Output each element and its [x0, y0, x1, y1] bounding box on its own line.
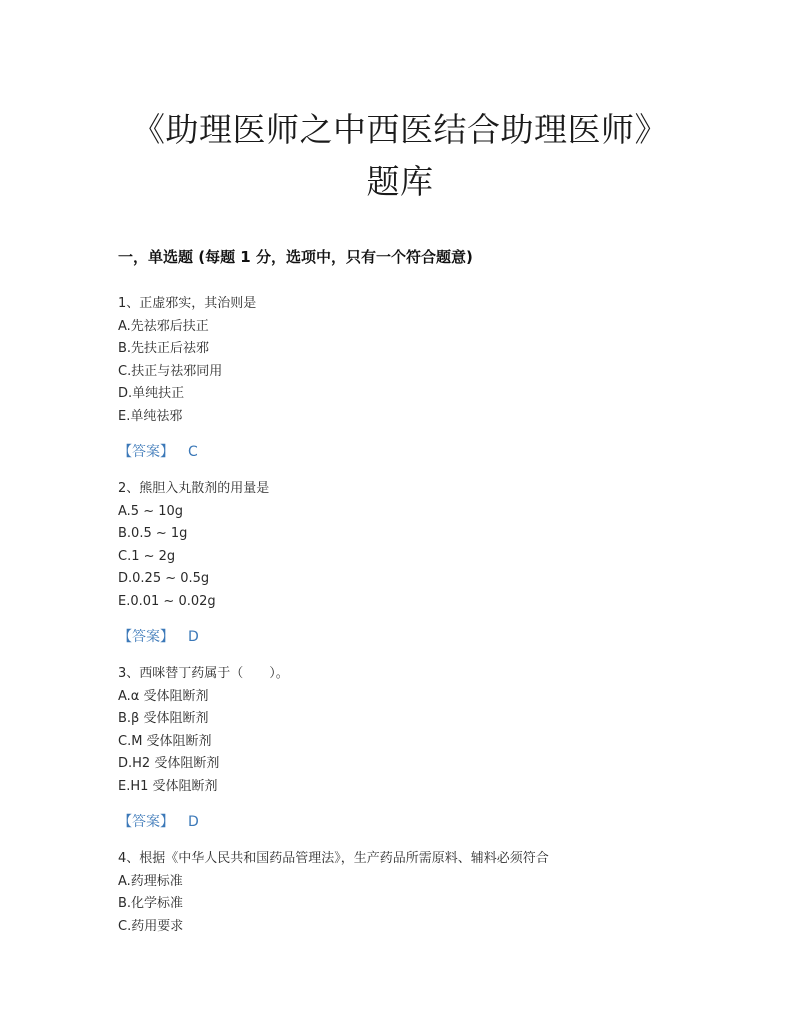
question-2	[118, 478, 718, 647]
answer-row	[118, 627, 718, 647]
answer-label: 【答案】	[118, 444, 174, 460]
option-b: B.β 受体阻断剂	[118, 711, 209, 726]
answer-label: 【答案】	[118, 814, 174, 830]
option-d: D.单纯扶正	[118, 386, 185, 401]
question-stem: 3、西咪替丁药属于（ ）。	[118, 666, 289, 681]
question-4	[118, 848, 718, 938]
question-stem: 4、根据《中华人民共和国药品管理法》，生产药品所需原料、辅料必须符合	[118, 851, 549, 866]
answer-value: C	[188, 444, 198, 460]
question-3	[118, 663, 718, 832]
option-c: C.药用要求	[118, 918, 184, 934]
answer-label: 【答案】	[118, 629, 174, 645]
section-heading: 一，单选题 (每题 1 分，选项中，只有一个符合题意)	[118, 248, 473, 266]
document-subtitle: 题库	[366, 162, 434, 201]
option-a: A.药理标准	[118, 873, 183, 889]
answer-row	[118, 812, 718, 832]
option-b: B.先扶正后祛邪	[118, 341, 210, 356]
question-1	[118, 293, 718, 462]
option-a: A.先祛邪后扶正	[118, 318, 209, 334]
document-title: 《助理医师之中西医结合助理医师》	[132, 110, 668, 149]
option-c: C.1 ~ 2g	[118, 548, 176, 564]
question-stem: 2、熊胆入丸散剂的用量是	[118, 481, 270, 496]
option-c: C.扶正与祛邪同用	[118, 363, 223, 379]
answer-value: D	[188, 814, 199, 830]
option-a: A.5 ~ 10g	[118, 503, 184, 519]
option-e: E.单纯祛邪	[118, 408, 183, 424]
option-b: B.0.5 ~ 1g	[118, 526, 188, 541]
option-a: A.α 受体阻断剂	[118, 688, 209, 704]
question-stem: 1、正虚邪实，其治则是	[118, 296, 257, 311]
option-b: B.化学标准	[118, 896, 184, 911]
option-e: E.H1 受体阻断剂	[118, 778, 218, 794]
option-e: E.0.01 ~ 0.02g	[118, 593, 216, 609]
answer-row	[118, 442, 718, 462]
option-d: D.H2 受体阻断剂	[118, 756, 220, 771]
option-c: C.M 受体阻断剂	[118, 733, 212, 749]
option-d: D.0.25 ~ 0.5g	[118, 571, 210, 586]
answer-value: D	[188, 629, 199, 645]
